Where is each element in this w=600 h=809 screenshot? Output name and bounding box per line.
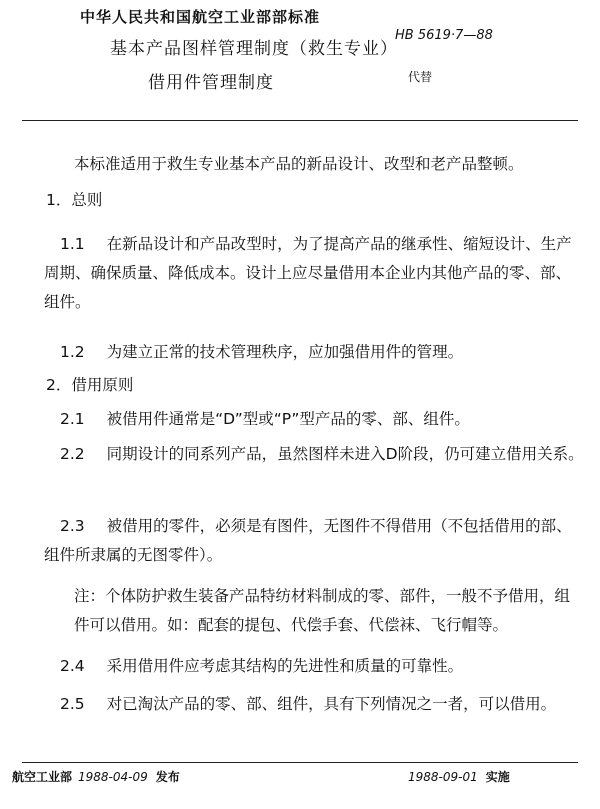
clause-1-2-text: 为建立正常的技术管理秩序，应加强借用件的管理。: [106, 343, 464, 361]
clause-2-1: [44, 405, 584, 434]
clause-1-2: [44, 338, 584, 367]
clause-2-2-number: 2.2: [60, 445, 85, 463]
clause-2-3: [44, 512, 584, 570]
issue-info: [12, 768, 180, 785]
header-divider: [22, 120, 578, 121]
clause-2-5: [44, 690, 584, 719]
clause-1-1-text: 在新品设计和产品改型时，为了提高产品的继承性、缩短设计、生产周期、确保质量、降低成本。设计上应尽量借用本企业内其他产品的零、部、组件。: [44, 235, 572, 311]
issue-label: 发布: [155, 770, 180, 784]
clause-2-2: [44, 440, 584, 469]
clause-2-4-text: 采用借用件应考虑其结构的先进性和质量的可靠性。: [106, 657, 464, 675]
standard-subtitle: 借用件管理制度: [148, 73, 274, 93]
issue-date: 1988-04-09: [78, 770, 148, 784]
issuer-name: 航空工业部: [12, 770, 73, 784]
clause-2-4-number: 2.4: [60, 657, 85, 675]
clause-2-3-number: 2.3: [60, 517, 85, 535]
implementation-label: 实施: [485, 770, 510, 784]
standard-code: HB 5619·7—88: [395, 28, 493, 43]
intro-paragraph: 本标准适用于救生专业基本产品的新品设计、改型和老产品整顿。: [74, 155, 524, 173]
clause-2-4: [44, 652, 584, 681]
clause-2-1-number: 2.1: [60, 410, 85, 428]
clause-1-1-number: 1.1: [60, 235, 85, 253]
clause-2-3-text: 被借用的零件，必须是有图件，无图件不得借用（不包括借用的部、组件所隶属的无图零件）。: [44, 517, 572, 564]
clause-2-1-text: 被借用件通常是“D”型或“P”型产品的零、部、组件。: [106, 410, 470, 428]
standard-title: 基本产品图样管理制度（救生专业）: [110, 39, 398, 59]
clause-2-5-text: 对已淘汰产品的零、部、组件，具有下列情况之一者，可以借用。: [106, 695, 557, 713]
section-1-heading: 1．总则: [46, 191, 103, 209]
section-2-heading: 2．借用原则: [46, 376, 134, 394]
implementation-date: 1988-09-01: [408, 770, 478, 784]
clause-1-2-number: 1.2: [60, 343, 85, 361]
clause-2-5-number: 2.5: [60, 695, 85, 713]
replaces-label: 代替: [408, 70, 433, 84]
footer-divider: [22, 762, 578, 763]
clause-2-2-text: 同期设计的同系列产品，虽然图样未进入D阶段，仍可建立借用关系。: [106, 445, 584, 463]
clause-1-1: [44, 230, 584, 317]
note-text: 注：个体防护救生装备产品特纺材料制成的零、部件，一般不予借用，组件可以借用。如：配套的提包、代偿手套、代偿袜、飞行帽等。: [74, 587, 571, 634]
implementation-info: [408, 768, 510, 785]
issuing-org: 中华人民共和国航空工业部部标准: [80, 8, 321, 26]
note-paragraph: [44, 582, 584, 640]
